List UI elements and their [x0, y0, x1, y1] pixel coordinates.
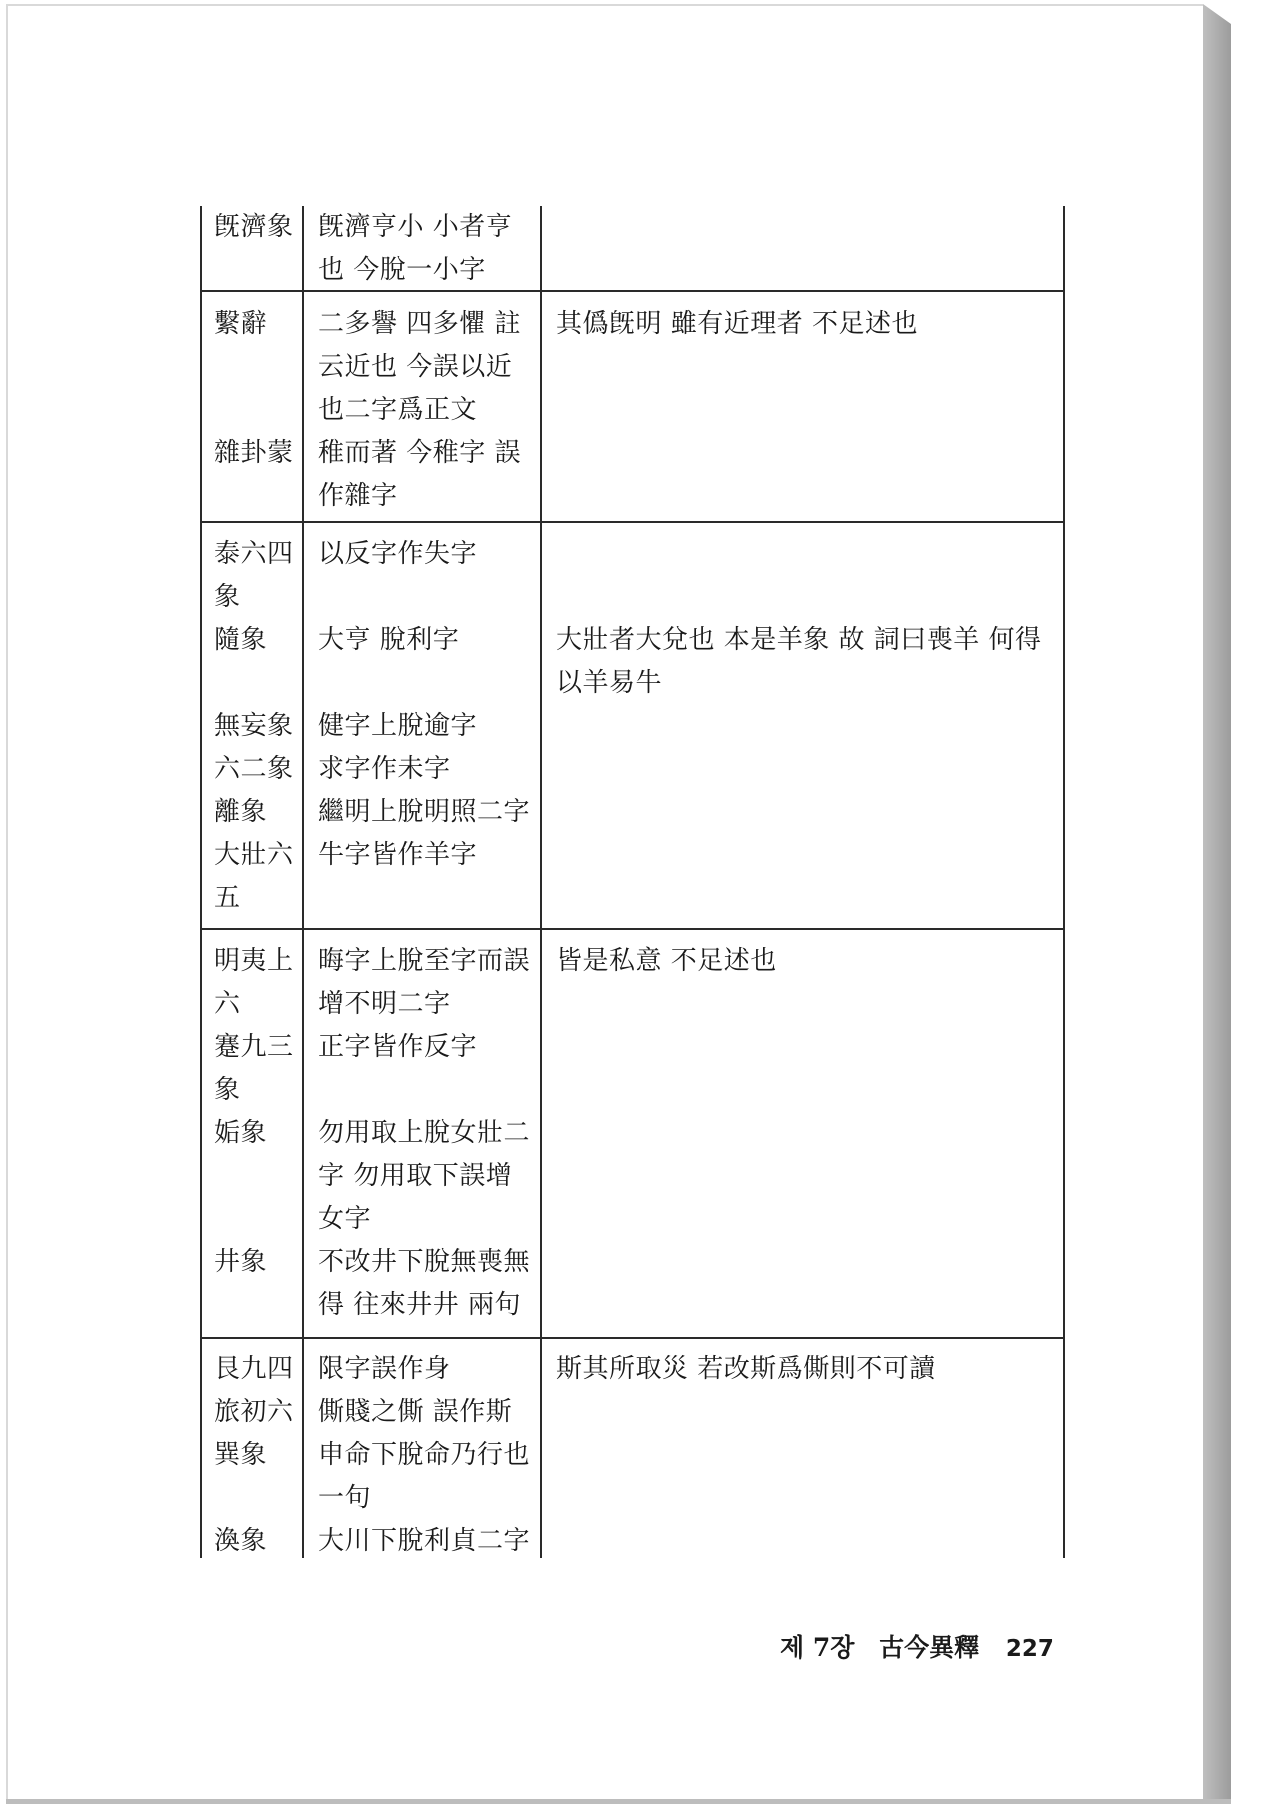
cell-variant: 作雜字 [318, 481, 398, 511]
cell-variant: 旣濟亨小 小者亨 [318, 212, 513, 242]
cell-verse: 隨象 [214, 625, 268, 655]
cell-variant: 稚而著 今稚字 誤 [318, 438, 522, 468]
page-number: 227 [1005, 1636, 1054, 1662]
chapter-label: 제 7장 [780, 1633, 855, 1662]
cell-verse: 巽象 [214, 1440, 268, 1470]
cell-verse: 象 [214, 582, 241, 612]
cell-variant: 牛字皆作羊字 [318, 840, 478, 870]
page-edge-shadow [1203, 4, 1231, 1801]
cell-variant: 也 今脫一小字 [318, 255, 486, 285]
cell-verse: 井象 [214, 1247, 268, 1277]
cell-variant: 以反字作失字 [318, 539, 478, 569]
cell-variant: 健字上脫逾字 [318, 711, 478, 741]
cell-comment: 皆是私意 不足述也 [556, 946, 777, 976]
cell-variant: 繼明上脫明照二字 [318, 797, 531, 827]
column-rule [302, 206, 304, 1558]
page-footer [780, 1628, 1054, 1664]
cell-variant: 㒋賤之㒋 誤作斯 [318, 1397, 513, 1427]
cell-verse: 六二象 [214, 754, 294, 784]
cell-variant: 大川下脫利貞二字 [318, 1526, 531, 1556]
cell-verse: 六 [214, 989, 241, 1019]
cell-variant: 勿用取上脫女壯二 [318, 1118, 531, 1148]
cell-verse: 蹇九三 [214, 1032, 294, 1062]
cell-variant: 限字誤作身 [318, 1354, 451, 1384]
cell-variant: 正字皆作反字 [318, 1032, 478, 1062]
cell-comment: 斯其所取災 若改斯爲㒋則不可讀 [556, 1354, 936, 1384]
cell-variant: 女字 [318, 1204, 372, 1234]
cell-verse: 無妄象 [214, 711, 294, 741]
cell-verse: 姤象 [214, 1118, 268, 1148]
cell-verse: 離象 [214, 797, 268, 827]
cell-variant: 也二字爲正文 [318, 395, 478, 425]
cell-verse: 大壯六 [214, 840, 294, 870]
row-rule [200, 1337, 1065, 1339]
cell-verse: 雜卦蒙 [214, 438, 294, 468]
cell-verse: 明夷上 [214, 946, 294, 976]
cell-variant: 求字作未字 [318, 754, 451, 784]
cell-verse: 繫辭 [214, 309, 268, 339]
column-rule [200, 206, 202, 1558]
document-page [6, 4, 1203, 1799]
cell-verse: 艮九四 [214, 1354, 294, 1384]
cell-verse: 旅初六 [214, 1397, 294, 1427]
cell-variant: 申命下脫命乃行也 [318, 1440, 531, 1470]
cell-verse: 泰六四 [214, 539, 294, 569]
row-rule [200, 928, 1065, 930]
page-bottom-edge [6, 1799, 1231, 1804]
cell-verse: 五 [214, 883, 241, 913]
cell-comment: 大壯者大兌也 本是羊象 故 詞曰喪羊 何得 [556, 625, 1042, 655]
cell-comment: 以羊易牛 [556, 668, 663, 698]
cell-variant: 字 勿用取下誤增 [318, 1161, 513, 1191]
cell-variant: 一句 [318, 1483, 372, 1513]
cell-variant: 云近也 今誤以近 [318, 352, 513, 382]
cell-variant: 增不明二字 [318, 989, 451, 1019]
cell-variant: 得 往來井井 兩句 [318, 1290, 522, 1320]
chapter-title: 古今異釋 [879, 1633, 980, 1662]
cell-variant: 晦字上脫至字而誤 [318, 946, 531, 976]
cell-verse: 渙象 [214, 1526, 268, 1556]
cell-verse: 旣濟象 [214, 212, 294, 242]
column-rule [1063, 206, 1065, 1558]
cell-variant: 不改井下脫無喪無 [318, 1247, 531, 1277]
row-rule [200, 521, 1065, 523]
column-rule [540, 206, 542, 1558]
cell-variant: 二多譽 四多懼 註 [318, 309, 522, 339]
cell-verse: 象 [214, 1075, 241, 1105]
cell-variant: 大亨 脫利字 [318, 625, 460, 655]
cell-comment: 其僞旣明 雖有近理者 不足述也 [556, 309, 919, 339]
